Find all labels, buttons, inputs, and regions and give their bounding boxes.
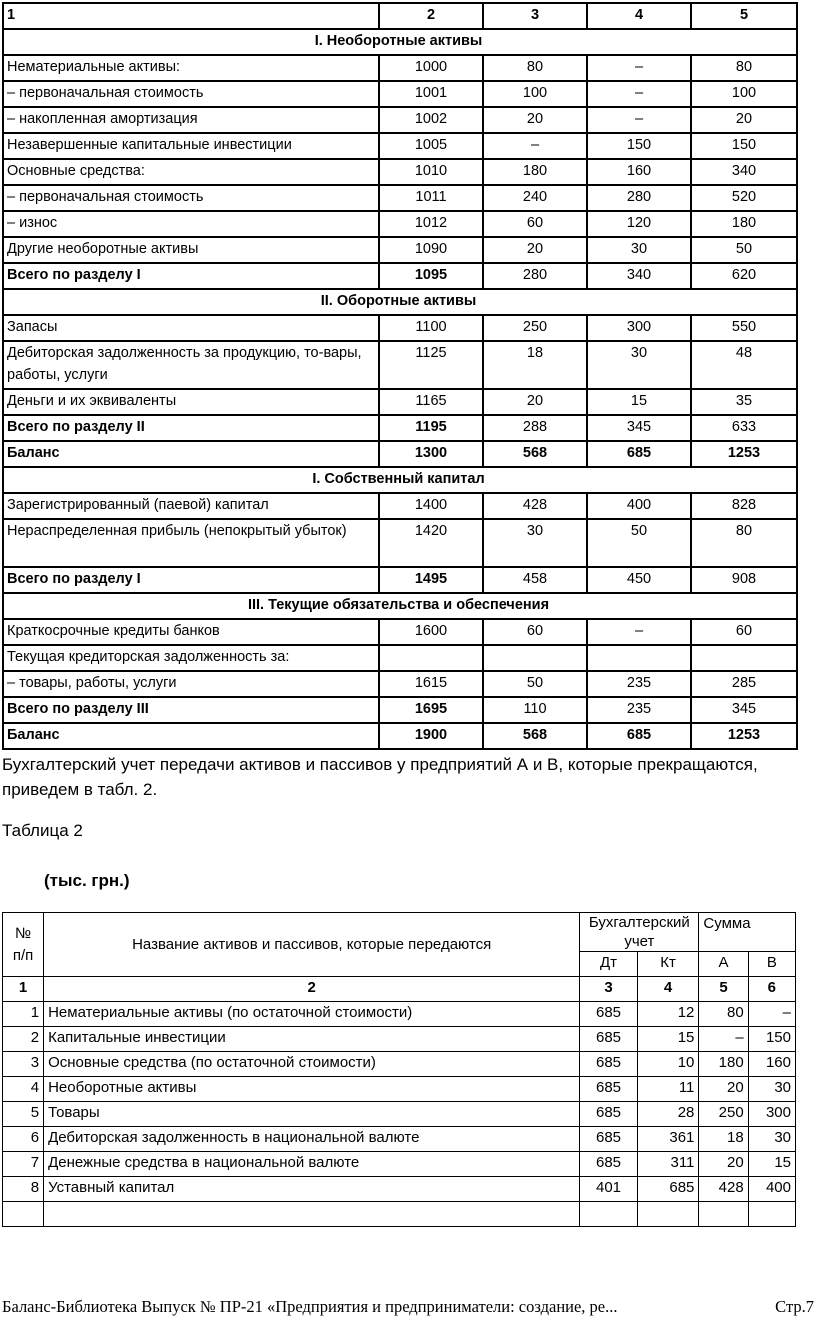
col-num: 6 bbox=[748, 977, 795, 1002]
table-row bbox=[3, 567, 797, 593]
row-value: 828 bbox=[691, 493, 797, 519]
row-value: 1125 bbox=[379, 341, 483, 389]
row-number: 5 bbox=[3, 1102, 44, 1127]
row-value: 30 bbox=[748, 1077, 795, 1102]
row-value: 28 bbox=[637, 1102, 699, 1127]
row-value: 450 bbox=[587, 567, 691, 593]
row-value: 685 bbox=[587, 723, 691, 749]
row-label: Текущая кредиторская задолженность за: bbox=[3, 645, 379, 671]
row-value: 160 bbox=[748, 1052, 795, 1077]
table-row bbox=[3, 237, 797, 263]
table-row bbox=[3, 185, 797, 211]
row-value: 345 bbox=[587, 415, 691, 441]
row-value: 401 bbox=[580, 1177, 638, 1202]
row-label: Запасы bbox=[3, 315, 379, 341]
row-label: Всего по разделу III bbox=[3, 697, 379, 723]
row-value: 120 bbox=[587, 211, 691, 237]
column-number-row bbox=[3, 977, 796, 1002]
row-value: 1005 bbox=[379, 133, 483, 159]
row-label: Товары bbox=[44, 1102, 580, 1127]
col-num: 1 bbox=[3, 977, 44, 1002]
col-num: 4 bbox=[587, 3, 691, 29]
row-value bbox=[587, 645, 691, 671]
row-value: 180 bbox=[691, 211, 797, 237]
table-row bbox=[3, 211, 797, 237]
table-row bbox=[3, 441, 797, 467]
table-caption: Таблица 2 bbox=[2, 821, 83, 840]
units-label: (тыс. грн.) bbox=[44, 871, 130, 890]
row-value: 633 bbox=[691, 415, 797, 441]
row-value: 50 bbox=[691, 237, 797, 263]
section-title: I. Необоротные активы bbox=[3, 29, 797, 55]
row-value: 240 bbox=[483, 185, 587, 211]
row-value: 1000 bbox=[379, 55, 483, 81]
col-num: 4 bbox=[637, 977, 699, 1002]
row-value: 1100 bbox=[379, 315, 483, 341]
row-value: 60 bbox=[483, 211, 587, 237]
table-row bbox=[3, 1102, 796, 1127]
row-value: 20 bbox=[483, 107, 587, 133]
col-num: 3 bbox=[580, 977, 638, 1002]
row-value: 80 bbox=[691, 55, 797, 81]
header-name: Название активов и пассивов, которые передаются bbox=[44, 913, 580, 977]
row-value: 180 bbox=[699, 1052, 748, 1077]
row-label: – товары, работы, услуги bbox=[3, 671, 379, 697]
row-value: 20 bbox=[699, 1077, 748, 1102]
table-row bbox=[3, 415, 797, 441]
row-value: 18 bbox=[483, 341, 587, 389]
row-value: – bbox=[699, 1027, 748, 1052]
header-dt: Дт bbox=[580, 952, 638, 977]
row-value: 1600 bbox=[379, 619, 483, 645]
row-label: Всего по разделу I bbox=[3, 567, 379, 593]
row-value: 50 bbox=[587, 519, 691, 567]
section-row bbox=[3, 467, 797, 493]
header-a: А bbox=[699, 952, 748, 977]
row-value: 1195 bbox=[379, 415, 483, 441]
row-value: 1253 bbox=[691, 441, 797, 467]
row-value: – bbox=[587, 55, 691, 81]
row-value: – bbox=[587, 81, 691, 107]
row-label: Нематериальные активы: bbox=[3, 55, 379, 81]
row-value: 250 bbox=[699, 1102, 748, 1127]
row-value: 908 bbox=[691, 567, 797, 593]
section-row bbox=[3, 289, 797, 315]
row-value: 568 bbox=[483, 441, 587, 467]
row-value: 1900 bbox=[379, 723, 483, 749]
row-value: 340 bbox=[587, 263, 691, 289]
col-num: 1 bbox=[3, 3, 379, 29]
row-value: 30 bbox=[748, 1127, 795, 1152]
table-row bbox=[3, 697, 797, 723]
row-value: 80 bbox=[483, 55, 587, 81]
row-value: 550 bbox=[691, 315, 797, 341]
row-value: 1300 bbox=[379, 441, 483, 467]
row-value: 30 bbox=[483, 519, 587, 567]
row-label: Нераспределенная прибыль (непокрытый убыток) bbox=[3, 519, 379, 567]
row-value: 11 bbox=[637, 1077, 699, 1102]
row-label: Дебиторская задолженность в национальной валюте bbox=[44, 1127, 580, 1152]
row-value: 180 bbox=[483, 159, 587, 185]
row-value: – bbox=[587, 619, 691, 645]
row-value: 1615 bbox=[379, 671, 483, 697]
row-value: 1010 bbox=[379, 159, 483, 185]
row-value: 35 bbox=[691, 389, 797, 415]
row-value: 1002 bbox=[379, 107, 483, 133]
footer-text: Баланс-Библиотека Выпуск № ПР-21 «Предприятия и предприниматели: создание, ре... bbox=[2, 1297, 618, 1316]
transfer-table bbox=[2, 912, 796, 1227]
column-number-row bbox=[3, 3, 797, 29]
row-value bbox=[379, 645, 483, 671]
balance-table bbox=[2, 2, 798, 750]
body-paragraph: Бухгалтерский учет передачи активов и пассивов у предприятий А и В, которые прекращаются, приведем в табл. 2. bbox=[2, 755, 758, 799]
row-value: 1095 bbox=[379, 263, 483, 289]
empty-row bbox=[3, 1202, 796, 1227]
table-row bbox=[3, 389, 797, 415]
row-value: 20 bbox=[691, 107, 797, 133]
row-number: 2 bbox=[3, 1027, 44, 1052]
row-label: Краткосрочные кредиты банков bbox=[3, 619, 379, 645]
row-label: Необоротные активы bbox=[44, 1077, 580, 1102]
row-value: 685 bbox=[580, 1077, 638, 1102]
row-label: – первоначальная стоимость bbox=[3, 81, 379, 107]
row-value: 300 bbox=[748, 1102, 795, 1127]
table-row bbox=[3, 1077, 796, 1102]
section-row bbox=[3, 29, 797, 55]
section-title: I. Собственный капитал bbox=[3, 467, 797, 493]
row-value: 20 bbox=[699, 1152, 748, 1177]
row-value: 280 bbox=[483, 263, 587, 289]
row-value: 15 bbox=[587, 389, 691, 415]
row-value: 1011 bbox=[379, 185, 483, 211]
section-title: III. Текущие обязательства и обеспечения bbox=[3, 593, 797, 619]
table-row bbox=[3, 1127, 796, 1152]
row-value: – bbox=[483, 133, 587, 159]
table-row bbox=[3, 107, 797, 133]
row-value: 150 bbox=[748, 1027, 795, 1052]
row-number: 6 bbox=[3, 1127, 44, 1152]
row-label: Зарегистрированный (паевой) капитал bbox=[3, 493, 379, 519]
row-value: 235 bbox=[587, 697, 691, 723]
row-value: 345 bbox=[691, 697, 797, 723]
row-label: Дебиторская задолженность за продукцию, то-вары, работы, услуги bbox=[3, 341, 379, 389]
row-value: 280 bbox=[587, 185, 691, 211]
row-value: 1495 bbox=[379, 567, 483, 593]
row-value: 12 bbox=[637, 1002, 699, 1027]
row-value: 428 bbox=[483, 493, 587, 519]
row-value: 685 bbox=[580, 1027, 638, 1052]
header-accounting: Бухгалтерский учет bbox=[580, 913, 699, 952]
row-value: 311 bbox=[637, 1152, 699, 1177]
row-label: Баланс bbox=[3, 723, 379, 749]
row-value: 60 bbox=[483, 619, 587, 645]
table-row bbox=[3, 493, 797, 519]
row-value: – bbox=[748, 1002, 795, 1027]
row-value: 150 bbox=[691, 133, 797, 159]
row-label: Всего по разделу I bbox=[3, 263, 379, 289]
row-label: Другие необоротные активы bbox=[3, 237, 379, 263]
row-value: 1165 bbox=[379, 389, 483, 415]
table-row bbox=[3, 1027, 796, 1052]
row-value: 15 bbox=[637, 1027, 699, 1052]
row-value: 48 bbox=[691, 341, 797, 389]
table-row bbox=[3, 671, 797, 697]
col-num: 5 bbox=[699, 977, 748, 1002]
row-value: 361 bbox=[637, 1127, 699, 1152]
row-value: 1253 bbox=[691, 723, 797, 749]
table-row bbox=[3, 1052, 796, 1077]
col-num: 5 bbox=[691, 3, 797, 29]
table-row bbox=[3, 133, 797, 159]
row-label: Деньги и их эквиваленты bbox=[3, 389, 379, 415]
row-label: – накопленная амортизация bbox=[3, 107, 379, 133]
col-num: 3 bbox=[483, 3, 587, 29]
row-label: Всего по разделу II bbox=[3, 415, 379, 441]
row-number: 7 bbox=[3, 1152, 44, 1177]
row-value: 285 bbox=[691, 671, 797, 697]
table-row bbox=[3, 263, 797, 289]
table-row bbox=[3, 341, 797, 389]
row-value: 428 bbox=[699, 1177, 748, 1202]
row-value: 300 bbox=[587, 315, 691, 341]
row-value: 288 bbox=[483, 415, 587, 441]
row-value: 30 bbox=[587, 237, 691, 263]
row-value: 10 bbox=[637, 1052, 699, 1077]
table-row bbox=[3, 1002, 796, 1027]
row-value: 685 bbox=[637, 1177, 699, 1202]
row-number: 1 bbox=[3, 1002, 44, 1027]
header-row bbox=[3, 913, 796, 952]
row-value: 685 bbox=[580, 1102, 638, 1127]
row-value: 110 bbox=[483, 697, 587, 723]
header-sum: Сумма bbox=[699, 913, 796, 952]
row-number: 4 bbox=[3, 1077, 44, 1102]
row-value: 458 bbox=[483, 567, 587, 593]
row-value: 100 bbox=[691, 81, 797, 107]
section-title: II. Оборотные активы bbox=[3, 289, 797, 315]
table-row bbox=[3, 619, 797, 645]
row-value: 400 bbox=[587, 493, 691, 519]
row-value: 80 bbox=[699, 1002, 748, 1027]
col-num: 2 bbox=[379, 3, 483, 29]
row-value: 80 bbox=[691, 519, 797, 567]
row-value: 1012 bbox=[379, 211, 483, 237]
header-num: № п/п bbox=[3, 913, 44, 977]
row-value: 520 bbox=[691, 185, 797, 211]
row-value: 685 bbox=[580, 1127, 638, 1152]
row-value: 620 bbox=[691, 263, 797, 289]
row-value: 150 bbox=[587, 133, 691, 159]
row-value bbox=[691, 645, 797, 671]
row-value: 30 bbox=[587, 341, 691, 389]
page-footer bbox=[2, 1297, 816, 1317]
header-kt: Кт bbox=[637, 952, 699, 977]
row-value: 685 bbox=[580, 1002, 638, 1027]
row-value: 1090 bbox=[379, 237, 483, 263]
table-row bbox=[3, 1177, 796, 1202]
row-value: – bbox=[587, 107, 691, 133]
row-value: 15 bbox=[748, 1152, 795, 1177]
row-label: Основные средства (по остаточной стоимости) bbox=[44, 1052, 580, 1077]
row-value bbox=[483, 645, 587, 671]
row-label: Основные средства: bbox=[3, 159, 379, 185]
row-value: 60 bbox=[691, 619, 797, 645]
table-row bbox=[3, 645, 797, 671]
col-num: 2 bbox=[44, 977, 580, 1002]
row-value: 160 bbox=[587, 159, 691, 185]
row-label: Незавершенные капитальные инвестиции bbox=[3, 133, 379, 159]
row-label: Капитальные инвестиции bbox=[44, 1027, 580, 1052]
row-value: 1001 bbox=[379, 81, 483, 107]
table-row bbox=[3, 81, 797, 107]
row-value: 685 bbox=[580, 1052, 638, 1077]
table-row bbox=[3, 315, 797, 341]
row-label: Нематериальные активы (по остаточной стоимости) bbox=[44, 1002, 580, 1027]
row-label: Уставный капитал bbox=[44, 1177, 580, 1202]
row-value: 20 bbox=[483, 389, 587, 415]
table-row bbox=[3, 723, 797, 749]
row-label: – первоначальная стоимость bbox=[3, 185, 379, 211]
row-value: 235 bbox=[587, 671, 691, 697]
section-row bbox=[3, 593, 797, 619]
row-label: Денежные средства в национальной валюте bbox=[44, 1152, 580, 1177]
row-value: 400 bbox=[748, 1177, 795, 1202]
row-value: 568 bbox=[483, 723, 587, 749]
page-number: Стр.7 bbox=[775, 1297, 814, 1316]
row-value: 18 bbox=[699, 1127, 748, 1152]
row-value: 1420 bbox=[379, 519, 483, 567]
header-b: В bbox=[748, 952, 795, 977]
table-row bbox=[3, 55, 797, 81]
row-number: 8 bbox=[3, 1177, 44, 1202]
row-value: 340 bbox=[691, 159, 797, 185]
row-value: 100 bbox=[483, 81, 587, 107]
row-value: 1400 bbox=[379, 493, 483, 519]
table-row bbox=[3, 159, 797, 185]
row-value: 250 bbox=[483, 315, 587, 341]
row-value: 1695 bbox=[379, 697, 483, 723]
table-row bbox=[3, 519, 797, 567]
row-value: 50 bbox=[483, 671, 587, 697]
row-value: 685 bbox=[587, 441, 691, 467]
row-value: 20 bbox=[483, 237, 587, 263]
row-label: – износ bbox=[3, 211, 379, 237]
row-label: Баланс bbox=[3, 441, 379, 467]
row-value: 685 bbox=[580, 1152, 638, 1177]
table-row bbox=[3, 1152, 796, 1177]
row-number: 3 bbox=[3, 1052, 44, 1077]
